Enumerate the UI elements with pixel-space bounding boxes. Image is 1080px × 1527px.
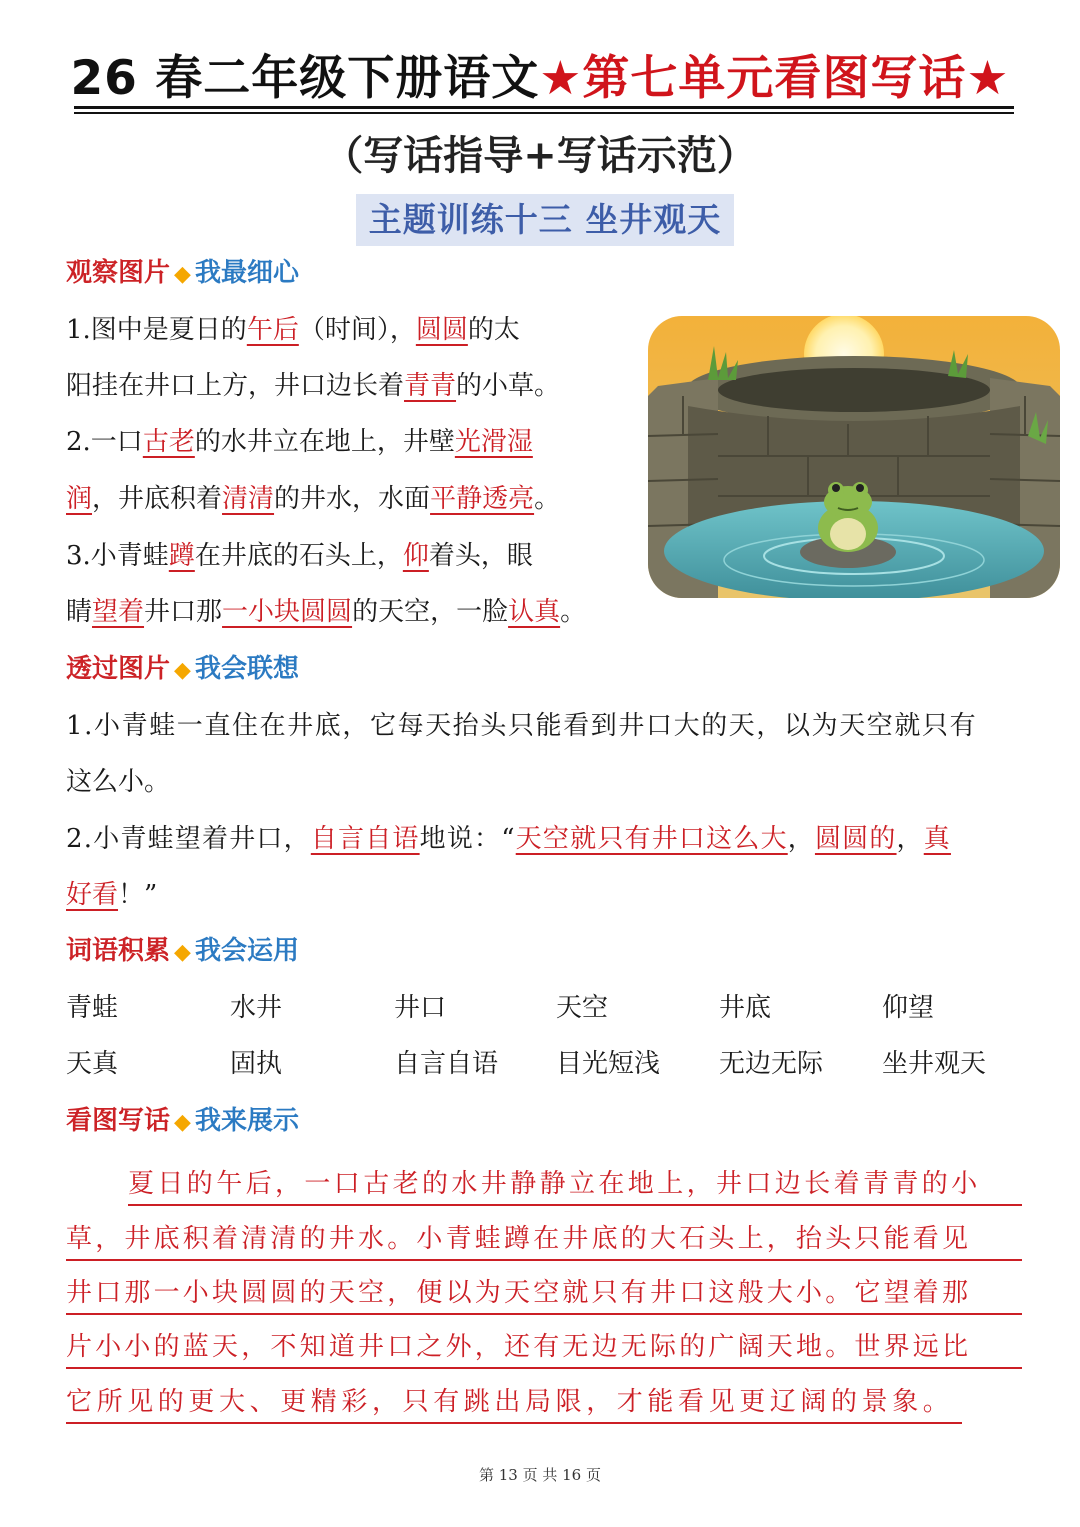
page-title <box>0 48 1080 110</box>
essay-underline <box>66 1313 1022 1315</box>
vocab-word: 井底 <box>719 993 772 1023</box>
vocab-word: 仰望 <box>882 993 935 1023</box>
imagine-line-2: 这么小。 <box>66 767 171 797</box>
vocab-word: 自言自语 <box>394 1049 499 1079</box>
vocab-word: 固执 <box>230 1049 283 1079</box>
observe-line-4: 润，井底积着清清的井水，水面平静透亮。 <box>66 484 561 514</box>
diamond-icon: ◆ <box>174 1109 191 1135</box>
section-observe-heading: 观察图片 ◆ 我最细心 <box>66 258 299 288</box>
essay-line-4: 片小小的蓝天，不知道井口之外，还有无边无际的广阔天地。世界远比 <box>66 1332 972 1362</box>
theme-banner: 主题训练十三 坐井观天 <box>356 194 734 246</box>
vocab-word: 无边无际 <box>719 1049 824 1079</box>
essay-underline <box>66 1259 1022 1261</box>
vocab-word: 坐井观天 <box>882 1049 987 1079</box>
essay-line-2: 草，井底积着清清的井水。小青蛙蹲在井底的大石头上，抬头只能看见 <box>66 1224 972 1254</box>
title-unit: ★第七单元看图写话★ <box>539 51 1010 106</box>
diamond-icon: ◆ <box>174 657 191 683</box>
title-rule <box>74 106 1014 109</box>
vocab-word: 天空 <box>556 993 609 1023</box>
vocab-word: 水井 <box>230 993 283 1023</box>
vocab-word: 天真 <box>66 1049 119 1079</box>
imagine-line-1: 1.小青蛙一直住在井底，它每天抬头只能看到井口大的天，以为天空就只有 <box>66 711 978 741</box>
diamond-icon: ◆ <box>174 261 191 287</box>
imagine-line-4: 好看！” <box>66 880 158 910</box>
vocab-word: 目光短浅 <box>556 1049 661 1079</box>
section-vocab-heading: 词语积累 ◆ 我会运用 <box>66 936 299 966</box>
essay-line-5: 它所见的更大、更精彩，只有跳出局限，才能看见更辽阔的景象。 <box>66 1387 954 1417</box>
essay-line-3: 井口那一小块圆圆的天空，便以为天空就只有井口这般大小。它望着那 <box>66 1278 972 1308</box>
vocab-word: 井口 <box>394 993 447 1023</box>
observe-line-1: 1.图中是夏日的午后（时间），圆圆的太 <box>66 315 520 345</box>
observe-line-6: 睛望着井口那一小块圆圆的天空，一脸认真。 <box>66 597 587 627</box>
imagine-line-3: 2.小青蛙望着井口，自言自语地说：“天空就只有井口这么大，圆圆的，真 <box>66 824 951 854</box>
observe-line-5: 3.小青蛙蹲在井底的石头上，仰着头，眼 <box>66 541 533 571</box>
page-subtitle: （写话指导+写话示范） <box>323 132 757 179</box>
section-write-heading: 看图写话 ◆ 我来展示 <box>66 1106 299 1136</box>
frog-in-well-illustration <box>648 316 1060 598</box>
diamond-icon: ◆ <box>174 939 191 965</box>
page-number: 第 13 页 共 16 页 <box>478 1466 601 1484</box>
section-imagine-heading: 透过图片 ◆ 我会联想 <box>66 654 299 684</box>
essay-underline <box>128 1204 1022 1206</box>
observe-line-2: 阳挂在井口上方，井口边长着青青的小草。 <box>66 371 561 401</box>
essay-line-1: 夏日的午后，一口古老的水井静静立在地上，井口边长着青青的小 <box>128 1169 981 1199</box>
title-rule-thin <box>74 112 1014 114</box>
vocab-word: 青蛙 <box>66 993 119 1023</box>
essay-underline <box>66 1422 962 1424</box>
title-grade: 26 春二年级下册语文 <box>70 51 540 106</box>
observe-line-3: 2.一口古老的水井立在地上，井壁光滑湿 <box>66 427 533 457</box>
essay-underline <box>66 1367 1022 1369</box>
